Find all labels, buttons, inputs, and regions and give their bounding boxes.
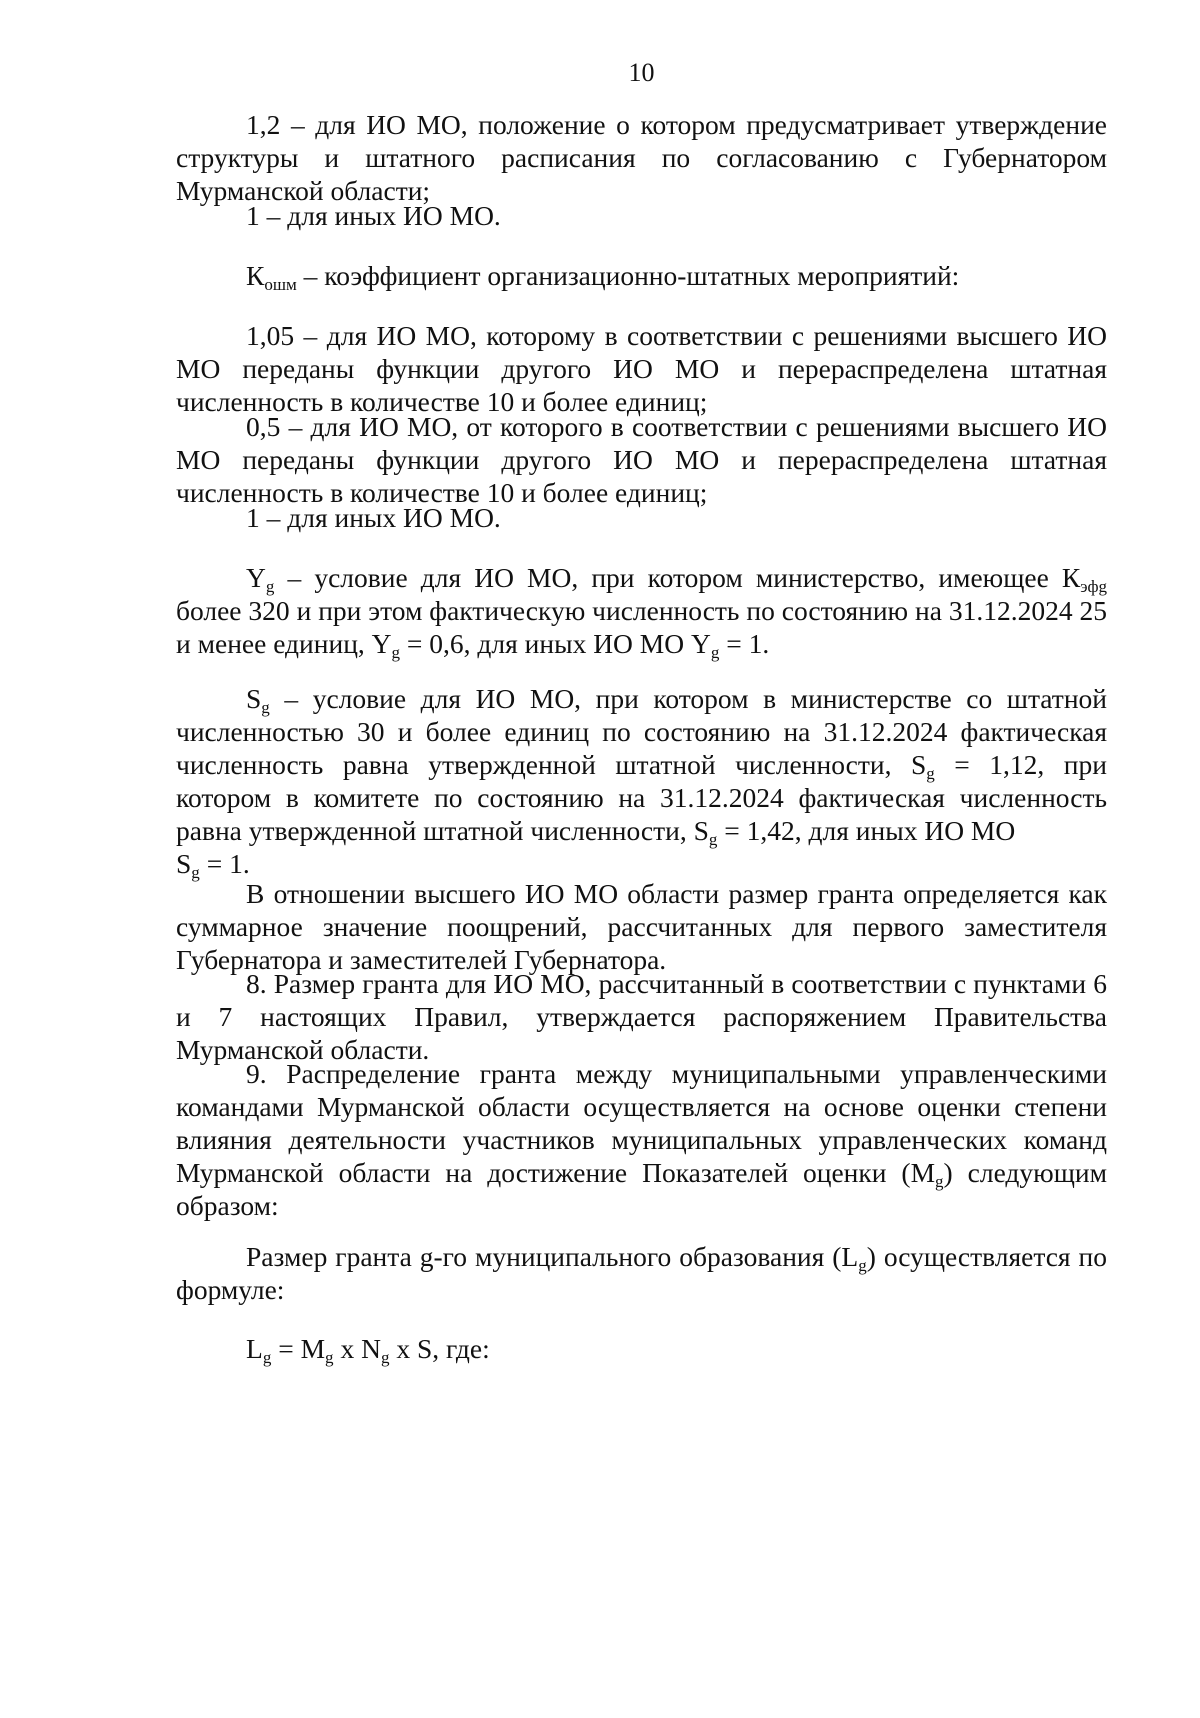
formula-n: x N — [333, 1333, 381, 1364]
paragraph-coef-1-2: 1,2 – для ИО МО, положение о котором предусматривает утверждение структуры и штатного расписания по согласованию с Губернатором Мурманской области; — [176, 109, 1107, 206]
yg-text-2: более 320 и при этом фактическую численность по состоянию на 31.12.2024 25 и менее единиц, Y — [176, 595, 1107, 659]
sg-text-1: – условие для ИО МО, при котором в министерстве со штатной численностью 30 и более единиц по состоянию на 31.12.2024 фактическая численность равна утвержденной штатной численности, S — [176, 683, 1107, 780]
paragraph-koshm-definition — [176, 259, 1107, 292]
paragraph-koshm-1-05: 1,05 – для ИО МО, которому в соответствии с решениями высшего ИО МО переданы функции другого ИО МО и перераспределена штатная численность в количестве 10 и более единиц; — [176, 320, 1107, 417]
sg-text-2: = 1,12, при котором в комитете по состоянию на 31.12.2024 фактическая численность равна утвержденной штатной численности, S — [176, 749, 1107, 846]
paragraph-highest-io-mo: В отношении высшего ИО МО области размер гранта определяется как суммарное значение поощрений, рассчитанных для первого заместителя Губернатора и заместителей Губернатора. — [176, 878, 1107, 975]
formula-lg — [176, 1332, 1107, 1365]
formula-m-subscript: g — [325, 1347, 334, 1367]
item-9-text-1: 9. Распределение гранта между муниципальными управленческими командами Мурманской области осуществляется на основе оценки степени влияния деятельности участников муниципальных управленческих команд Мурманской области на достижение Показателей оценки (M — [176, 1058, 1107, 1188]
sg-symbol-2: S — [176, 848, 192, 879]
formula-rest: x S, где: — [389, 1333, 490, 1364]
kefg-subscript: эфg — [1080, 576, 1107, 596]
mg-subscript: g — [935, 1171, 944, 1191]
koshm-subscript: ошм — [264, 274, 297, 294]
paragraph-item-8: 8. Размер гранта для ИО МО, рассчитанный в соответствии с пунктами 6 и 7 настоящих Правил, утверждается распоряжением Правительства Мурманской области. — [176, 968, 1107, 1065]
paragraph-item-9 — [176, 1057, 1107, 1222]
paragraph-coef-1-other: 1 – для иных ИО МО. — [246, 200, 501, 231]
sg-symbol: S — [246, 683, 262, 714]
formula-m: = M — [271, 1333, 326, 1364]
formula-l: L — [246, 1333, 263, 1364]
sg-subscript: g — [261, 697, 270, 717]
page-number: 10 — [628, 58, 655, 87]
grant-size-text-2: ) осуществляется по формуле: — [176, 1241, 1107, 1305]
formula-l-subscript: g — [262, 1347, 272, 1367]
yg-text-1: – условие для ИО МО, при котором министерство, имеющее К — [274, 562, 1081, 593]
paragraph-yg-definition — [176, 561, 1107, 660]
grant-size-text-1: Размер гранта g-го муниципального образования (L — [246, 1241, 859, 1272]
yg-symbol: Y — [246, 562, 266, 593]
paragraph-sg-definition — [176, 682, 1107, 847]
yg-text-3: = 0,6, для иных ИО МО Y — [400, 628, 711, 659]
yg-subscript-2: g — [391, 642, 401, 662]
sg-subscript-2: g — [926, 763, 935, 783]
sg-subscript-4: g — [191, 862, 200, 882]
sg-text-4: = 1. — [199, 848, 250, 879]
yg-subscript: g — [265, 576, 275, 596]
paragraph-grant-size — [176, 1240, 1107, 1306]
koshm-text: – коэффициент организационно-штатных мероприятий: — [296, 260, 960, 291]
sg-subscript-3: g — [708, 829, 718, 849]
paragraph-sg-end — [176, 847, 1107, 880]
lg-subscript: g — [858, 1255, 867, 1275]
yg-text-4: = 1. — [719, 628, 770, 659]
paragraph-koshm-other: 1 – для иных ИО МО. — [246, 502, 501, 533]
formula-n-subscript: g — [380, 1347, 390, 1367]
yg-subscript-3: g — [710, 642, 720, 662]
item-9-text-2: ) следующим образом: — [176, 1157, 1107, 1221]
sg-text-3: = 1,42, для иных ИО МО — [717, 815, 1016, 846]
paragraph-koshm-0-5: 0,5 – для ИО МО, от которого в соответствии с решениями высшего ИО МО переданы функции другого ИО МО и перераспределена штатная численность в количестве 10 и более единиц; — [176, 411, 1107, 508]
koshm-symbol: К — [246, 260, 265, 291]
document-page — [176, 0, 1107, 1718]
